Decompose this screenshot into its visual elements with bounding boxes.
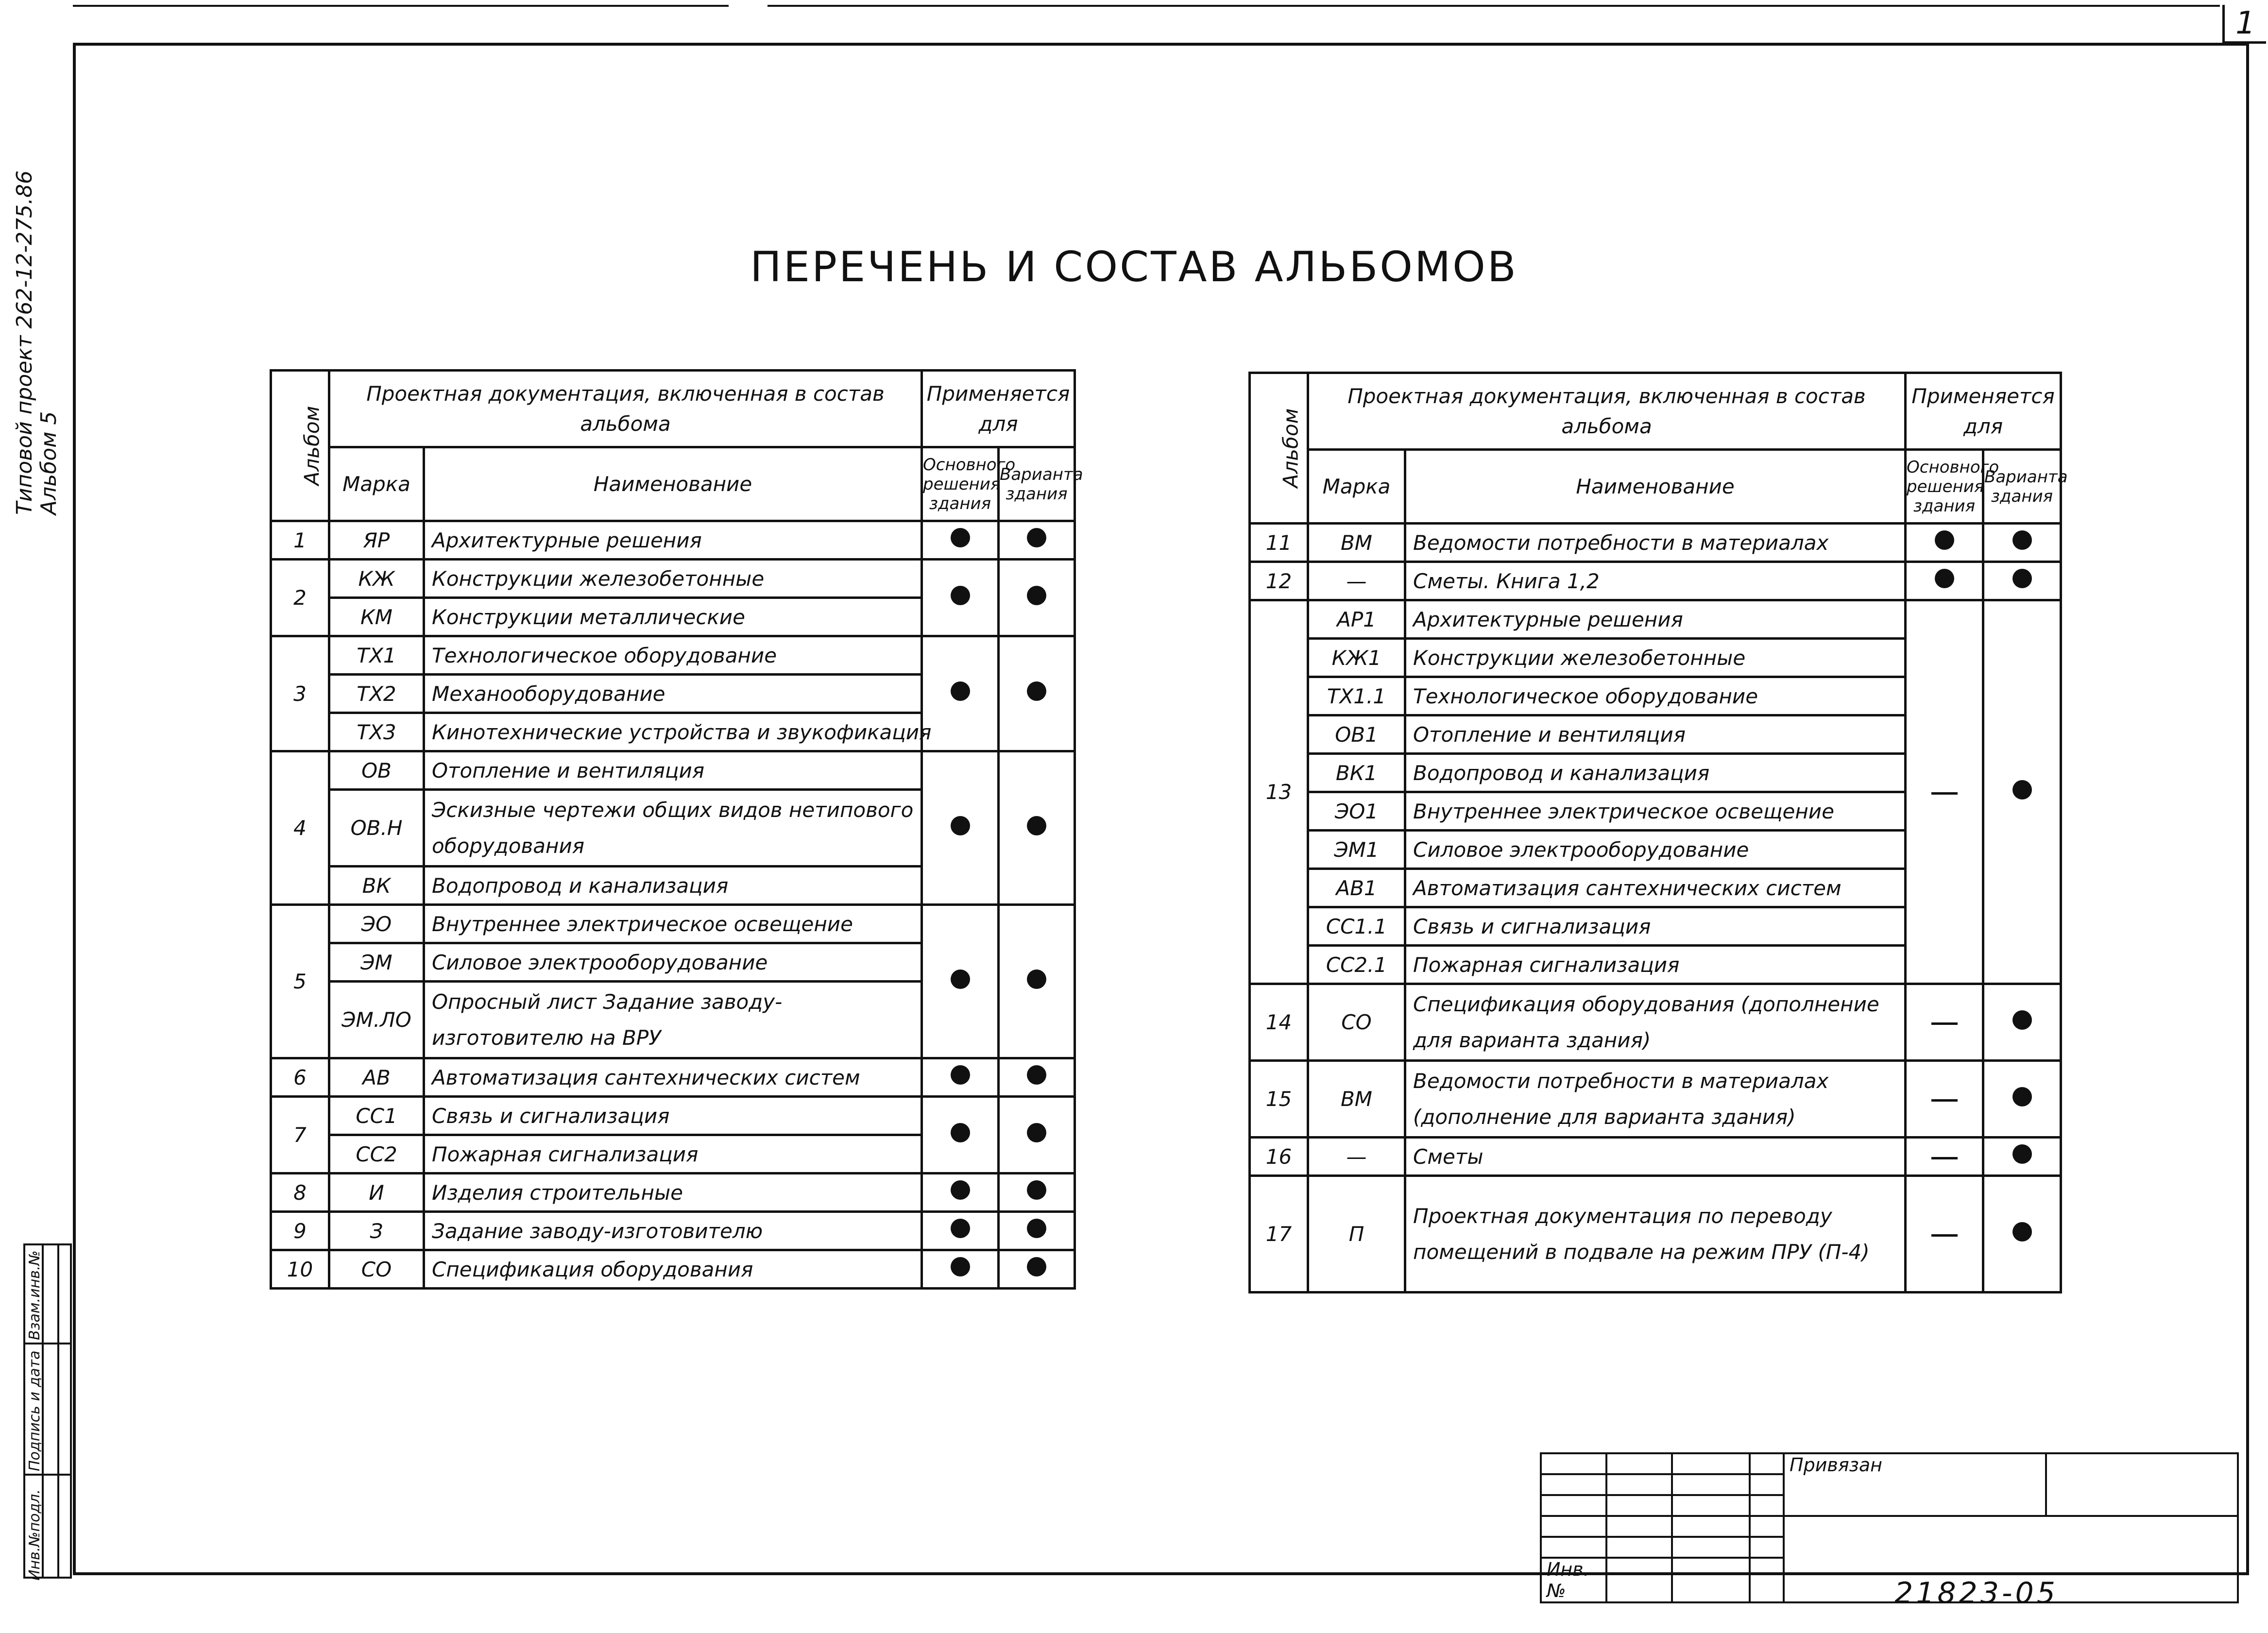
table-row <box>271 751 1075 790</box>
left-stamp-sign: Подпись и дата <box>26 1350 43 1471</box>
applies-dot <box>951 970 970 989</box>
applies-dot <box>1027 1123 1046 1142</box>
main-cell <box>1906 524 1983 562</box>
name-cell: Эскизные чертежи общих видов нетипового оборудования <box>424 790 922 867</box>
mark-cell: СС2 <box>329 1135 424 1174</box>
page-title: ПЕРЕЧЕНЬ И СОСТАВ АЛЬБОМОВ <box>750 243 1518 291</box>
main-cell <box>1906 1061 1983 1138</box>
header-album: Альбом <box>271 371 329 521</box>
mark-cell: ЭМ1 <box>1308 831 1405 869</box>
applies-dot <box>951 681 970 701</box>
album-table-right <box>1248 372 2068 1293</box>
title-stamp <box>1540 1452 2239 1603</box>
mark-cell: ОВ1 <box>1308 715 1405 754</box>
applies-dot <box>1027 586 1046 605</box>
not-applies-dash <box>1931 1022 1958 1025</box>
stamp-privyazan: Привязан <box>1784 1453 2046 1516</box>
left-stamp-block <box>23 1243 72 1579</box>
mark-cell: ОВ <box>329 751 424 790</box>
variant-cell <box>999 1097 1075 1174</box>
name-cell: Технологическое оборудование <box>424 636 922 675</box>
not-applies-dash <box>1931 792 1958 795</box>
applies-dot <box>951 1123 970 1142</box>
name-cell: Силовое электрооборудование <box>424 943 922 982</box>
mark-cell: — <box>1308 1138 1405 1176</box>
left-stamp-inv: Инв.№подл. <box>26 1489 43 1581</box>
header-main: Основного решения здания <box>1906 450 1983 524</box>
album-number: 10 <box>271 1250 329 1289</box>
main-cell <box>922 521 999 560</box>
applies-dot <box>1935 569 1954 588</box>
name-cell: Задание заводу-изготовителю <box>424 1212 922 1250</box>
sheet-number: 1 <box>2222 5 2266 44</box>
mark-cell: ЭМ.ЛО <box>329 982 424 1058</box>
table-row <box>271 1058 1075 1097</box>
table-row <box>271 636 1075 675</box>
name-cell: Архитектурные решения <box>424 521 922 560</box>
album-number: 7 <box>271 1097 329 1174</box>
variant-cell <box>999 1174 1075 1212</box>
mark-cell: ЭО1 <box>1308 792 1405 831</box>
side-label-project: Типовой проект 262-12-275.86 <box>12 170 37 515</box>
album-number: 2 <box>271 560 329 636</box>
name-cell: Конструкции железобетонные <box>1405 639 1906 677</box>
applies-dot <box>2012 1010 2032 1030</box>
mark-cell: ВМ <box>1308 524 1405 562</box>
applies-dot <box>1027 1219 1046 1238</box>
applies-dot <box>2012 530 2032 550</box>
variant-cell <box>1983 524 2061 562</box>
name-cell: Ведомости потребности в материалах (дополнение для варианта здания) <box>1405 1061 1906 1138</box>
name-cell: Силовое электрооборудование <box>1405 831 1906 869</box>
mark-cell: ТХ2 <box>329 675 424 713</box>
name-cell: Кинотехнические устройства и звукофикация <box>424 713 922 751</box>
name-cell: Пожарная сигнализация <box>1405 946 1906 984</box>
table-row <box>1250 1061 2061 1138</box>
mark-cell: ВК1 <box>1308 754 1405 792</box>
mark-cell: АР1 <box>1308 600 1405 639</box>
applies-dot <box>951 528 970 547</box>
mark-cell: АВ <box>329 1058 424 1097</box>
applies-dot <box>2012 1144 2032 1164</box>
mark-cell: СО <box>329 1250 424 1289</box>
album-number: 4 <box>271 751 329 905</box>
main-cell <box>922 560 999 636</box>
table-row <box>1250 984 2061 1061</box>
table-row <box>271 560 1075 598</box>
name-cell: Отопление и вентиляция <box>1405 715 1906 754</box>
applies-dot <box>1027 528 1046 547</box>
mark-cell: ТХ3 <box>329 713 424 751</box>
name-cell: Внутреннее электрическое освещение <box>424 905 922 943</box>
applies-dot <box>1935 530 1954 550</box>
top-rule-left <box>73 5 729 7</box>
table-row <box>1250 1176 2061 1293</box>
top-rule-right <box>767 5 2220 7</box>
table-row <box>1250 600 2061 639</box>
name-cell: Ведомости потребности в материалах <box>1405 524 1906 562</box>
name-cell: Автоматизация сантехнических систем <box>1405 869 1906 907</box>
table-row <box>271 521 1075 560</box>
applies-dot <box>951 1065 970 1085</box>
name-cell: Внутреннее электрическое освещение <box>1405 792 1906 831</box>
applies-dot <box>951 1257 970 1276</box>
variant-cell <box>1983 562 2061 600</box>
header-name: Наименование <box>424 447 922 521</box>
applies-dot <box>1027 970 1046 989</box>
header-main: Основного решения здания <box>922 447 999 521</box>
mark-cell: КЖ1 <box>1308 639 1405 677</box>
album-table-left <box>270 369 1083 1290</box>
name-cell: Технологическое оборудование <box>1405 677 1906 715</box>
table-row <box>271 1250 1075 1289</box>
variant-cell <box>999 1058 1075 1097</box>
applies-dot <box>1027 1065 1046 1085</box>
not-applies-dash <box>1931 1099 1958 1102</box>
album-number: 3 <box>271 636 329 751</box>
main-cell <box>922 1250 999 1289</box>
variant-cell <box>999 560 1075 636</box>
name-cell: Изделия строительные <box>424 1174 922 1212</box>
album-number: 13 <box>1250 600 1308 984</box>
mark-cell: ЯР <box>329 521 424 560</box>
variant-cell <box>999 905 1075 1058</box>
header-mark: Марка <box>1308 450 1405 524</box>
album-number: 17 <box>1250 1176 1308 1293</box>
main-cell <box>1906 984 1983 1061</box>
album-number: 12 <box>1250 562 1308 600</box>
table-row <box>271 905 1075 943</box>
applies-dot <box>2012 569 2032 588</box>
main-cell <box>922 1058 999 1097</box>
album-number: 6 <box>271 1058 329 1097</box>
mark-cell: СО <box>1308 984 1405 1061</box>
side-label-album: Альбом 5 <box>36 411 61 515</box>
main-cell <box>922 1212 999 1250</box>
table-row <box>271 1212 1075 1250</box>
mark-cell: ЭМ <box>329 943 424 982</box>
header-name: Наименование <box>1405 450 1906 524</box>
mark-cell: ВК <box>329 867 424 905</box>
applies-dot <box>951 1219 970 1238</box>
applies-dot <box>2012 1087 2032 1106</box>
applies-dot <box>1027 1180 1046 1200</box>
applies-dot <box>951 816 970 835</box>
album-number: 1 <box>271 521 329 560</box>
name-cell: Связь и сигнализация <box>424 1097 922 1135</box>
applies-dot <box>1027 1257 1046 1276</box>
variant-cell <box>999 636 1075 751</box>
mark-cell: И <box>329 1174 424 1212</box>
mark-cell: КЖ <box>329 560 424 598</box>
name-cell: Автоматизация сантехнических систем <box>424 1058 922 1097</box>
main-cell <box>922 1097 999 1174</box>
table-row <box>271 1174 1075 1212</box>
name-cell: Конструкции металлические <box>424 598 922 636</box>
main-cell <box>922 636 999 751</box>
table-row <box>271 1097 1075 1135</box>
header-mark: Марка <box>329 447 424 521</box>
header-docs: Проектная документация, включенная в состав альбома <box>1308 373 1906 450</box>
main-cell <box>1906 562 1983 600</box>
variant-cell <box>1983 1176 2061 1293</box>
name-cell: Механооборудование <box>424 675 922 713</box>
applies-dot <box>1027 816 1046 835</box>
variant-cell <box>1983 984 2061 1061</box>
stamp-inv-no: Инв. № <box>1541 1558 1606 1602</box>
main-cell <box>922 905 999 1058</box>
not-applies-dash <box>1931 1234 1958 1237</box>
table-row <box>1250 562 2061 600</box>
variant-cell <box>999 751 1075 905</box>
mark-cell: ЭО <box>329 905 424 943</box>
name-cell: Архитектурные решения <box>1405 600 1906 639</box>
variant-cell <box>1983 1138 2061 1176</box>
header-applies: Применяется для <box>922 371 1075 447</box>
applies-dot <box>951 1180 970 1200</box>
album-number: 8 <box>271 1174 329 1212</box>
name-cell: Конструкции железобетонные <box>424 560 922 598</box>
name-cell: Водопровод и канализация <box>1405 754 1906 792</box>
variant-cell <box>999 1250 1075 1289</box>
name-cell: Спецификация оборудования (дополнение для варианта здания) <box>1405 984 1906 1061</box>
header-album: Альбом <box>1250 373 1308 524</box>
name-cell: Отопление и вентиляция <box>424 751 922 790</box>
main-cell <box>922 1174 999 1212</box>
name-cell: Связь и сигнализация <box>1405 907 1906 946</box>
name-cell: Пожарная сигнализация <box>424 1135 922 1174</box>
name-cell: Опросный лист Задание заводу-изготовителю на ВРУ <box>424 982 922 1058</box>
mark-cell: КМ <box>329 598 424 636</box>
mark-cell: ТХ1 <box>329 636 424 675</box>
variant-cell <box>1983 600 2061 984</box>
header-variant: Варианта здания <box>999 447 1075 521</box>
left-stamp-replace: Взам.инв.№ <box>26 1250 43 1340</box>
applies-dot <box>2012 1222 2032 1242</box>
album-number: 15 <box>1250 1061 1308 1138</box>
album-number: 11 <box>1250 524 1308 562</box>
table-row <box>1250 1138 2061 1176</box>
name-cell: Водопровод и канализация <box>424 867 922 905</box>
mark-cell: СС2.1 <box>1308 946 1405 984</box>
mark-cell: П <box>1308 1176 1405 1293</box>
album-number: 14 <box>1250 984 1308 1061</box>
mark-cell: — <box>1308 562 1405 600</box>
album-number: 9 <box>271 1212 329 1250</box>
header-docs: Проектная документация, включенная в состав альбома <box>329 371 922 447</box>
main-cell <box>922 751 999 905</box>
mark-cell: СС1.1 <box>1308 907 1405 946</box>
name-cell: Проектная документация по переводу помещений в подвале на режим ПРУ (П-4) <box>1405 1176 1906 1293</box>
main-cell <box>1906 1138 1983 1176</box>
table-row <box>1250 524 2061 562</box>
album-number: 16 <box>1250 1138 1308 1176</box>
header-variant: Варианта здания <box>1983 450 2061 524</box>
mark-cell: З <box>329 1212 424 1250</box>
document-number: 21823-05 <box>1894 1576 2058 1610</box>
mark-cell: АВ1 <box>1308 869 1405 907</box>
name-cell: Спецификация оборудования <box>424 1250 922 1289</box>
mark-cell: ТХ1.1 <box>1308 677 1405 715</box>
mark-cell: ОВ.Н <box>329 790 424 867</box>
variant-cell <box>999 521 1075 560</box>
variant-cell <box>1983 1061 2061 1138</box>
applies-dot <box>2012 780 2032 799</box>
not-applies-dash <box>1931 1157 1958 1159</box>
main-cell <box>1906 1176 1983 1293</box>
header-applies: Применяется для <box>1906 373 2061 450</box>
variant-cell <box>999 1212 1075 1250</box>
name-cell: Сметы <box>1405 1138 1906 1176</box>
name-cell: Сметы. Книга 1,2 <box>1405 562 1906 600</box>
album-number: 5 <box>271 905 329 1058</box>
main-cell <box>1906 600 1983 984</box>
mark-cell: ВМ <box>1308 1061 1405 1138</box>
mark-cell: СС1 <box>329 1097 424 1135</box>
applies-dot <box>951 586 970 605</box>
applies-dot <box>1027 681 1046 701</box>
